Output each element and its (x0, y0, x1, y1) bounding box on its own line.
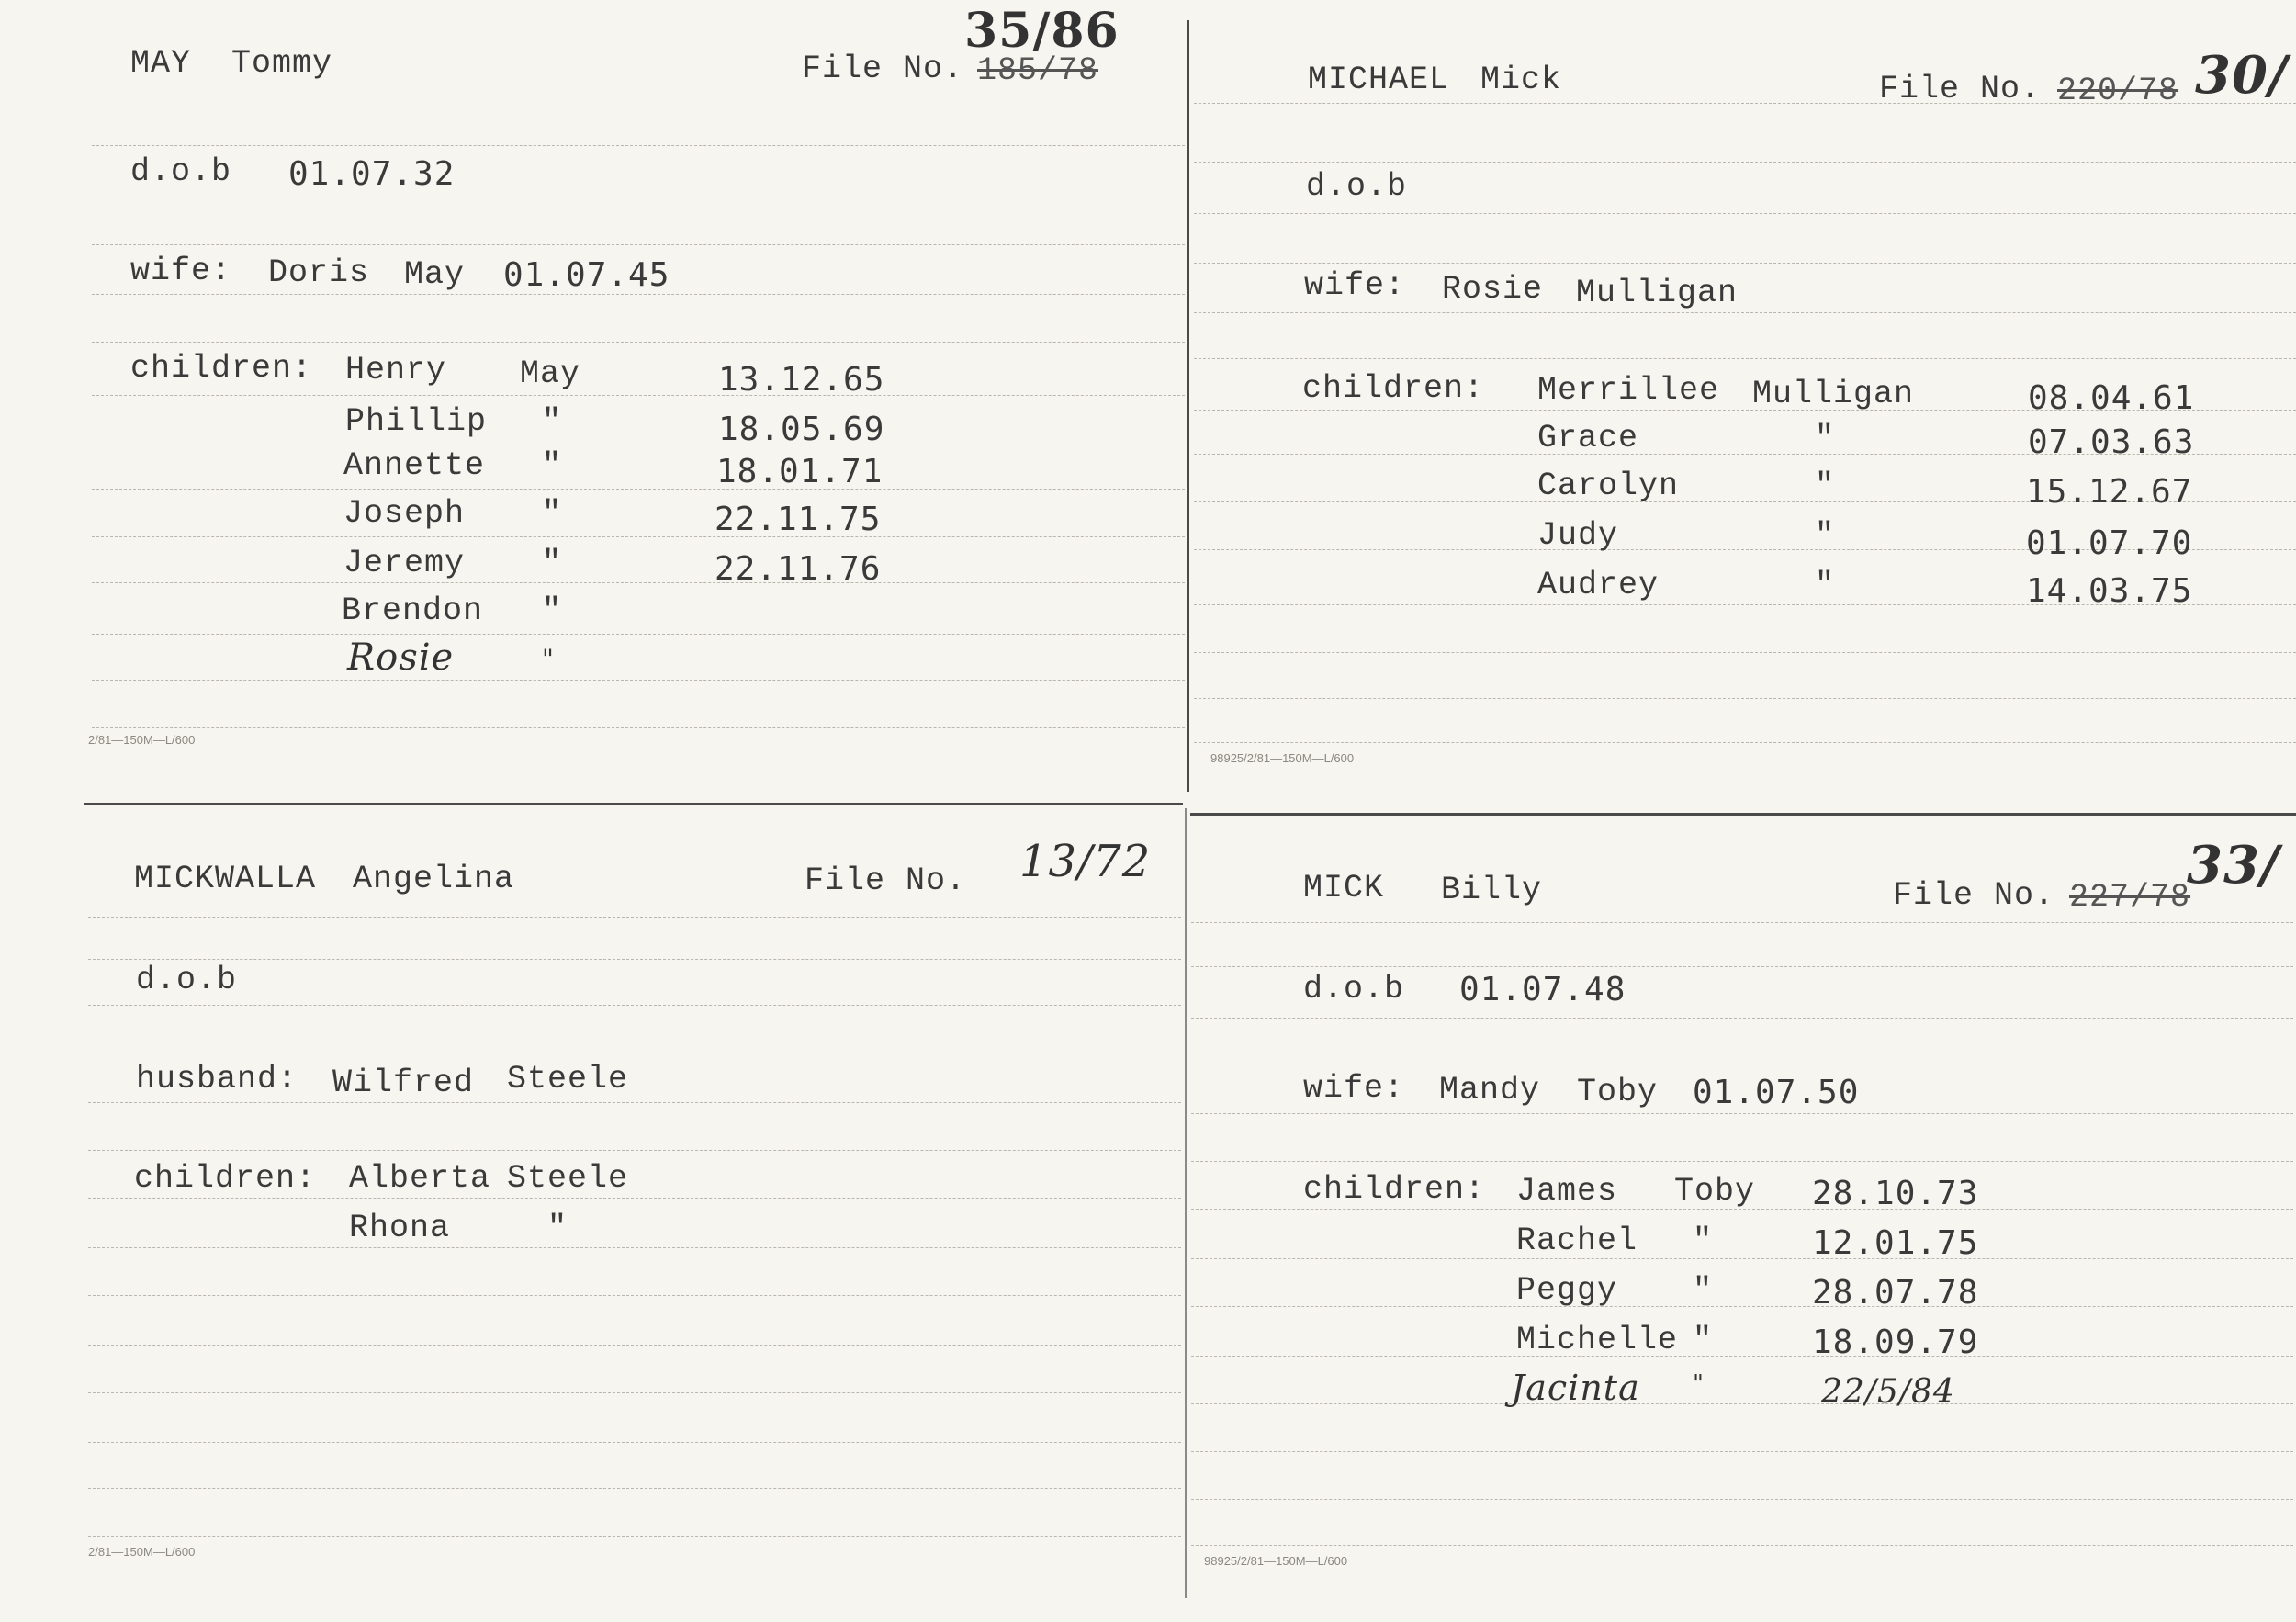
rule (92, 680, 1185, 681)
child-first-name: Judy (1537, 517, 1619, 554)
child-dob: 08.04.61 (2028, 379, 2195, 417)
handwritten-ditto: " (542, 644, 555, 674)
child-dob: 18.09.79 (1812, 1324, 1979, 1361)
spouse-label: wife: (130, 253, 232, 289)
child-first-name: Merrillee (1537, 372, 1720, 409)
dob-label: d.o.b (136, 962, 238, 998)
spouse-last-name: Mulligan (1576, 275, 1739, 311)
rule (88, 959, 1181, 960)
dob-label: d.o.b (1303, 971, 1405, 1008)
child-dob: 22.11.76 (715, 550, 882, 588)
rule (1191, 922, 2293, 923)
child-first-name: Annette (343, 447, 486, 484)
child-dob: 18.05.69 (718, 411, 885, 448)
child-ditto: " (542, 447, 563, 484)
child-last-name: Steele (507, 1160, 629, 1197)
index-card-mickwalla-angelina (0, 808, 1185, 1622)
surname: MICK (1303, 870, 1385, 907)
child-first-name: Peggy (1516, 1272, 1618, 1309)
child-ditto: " (1815, 467, 1836, 504)
rule (1191, 1258, 2293, 1259)
rule (92, 634, 1185, 635)
rule (88, 1345, 1181, 1346)
child-dob: 14.03.75 (2026, 572, 2193, 610)
children-label: children: (1303, 1171, 1486, 1208)
children-label: children: (134, 1160, 317, 1197)
children-label: children: (130, 350, 313, 387)
dob-label: d.o.b (130, 153, 232, 190)
dob-label: d.o.b (1306, 168, 1408, 205)
rule (1191, 1161, 2293, 1162)
card-footer-code: 2/81—150M—L/600 (88, 1545, 196, 1559)
card-footer-code: 98925/2/81—150M—L/600 (1210, 751, 1355, 765)
spouse-dob: 01.07.45 (503, 256, 670, 294)
rule (88, 1442, 1181, 1443)
rule (1191, 966, 2293, 967)
rule (1191, 1545, 2293, 1546)
file-label: File No. (1879, 71, 2042, 107)
rule (92, 294, 1185, 295)
child-first-name: Alberta (349, 1160, 491, 1197)
rule (92, 342, 1185, 343)
index-card-may-tommy (0, 0, 1187, 803)
vertical-divider-top (1187, 20, 1189, 792)
file-number-struck: 227/78 (2069, 879, 2191, 916)
rule (92, 727, 1185, 728)
child-first-name: Audrey (1537, 567, 1660, 603)
child-first-name: Phillip (345, 403, 488, 440)
file-number-handwritten: 35/86 (964, 3, 1120, 59)
surname: MICKWALLA (134, 861, 317, 897)
child-first-name: Rhona (349, 1210, 451, 1246)
rule (1191, 1306, 2293, 1307)
child-dob: 28.07.78 (1812, 1274, 1979, 1312)
rule (92, 145, 1185, 146)
rule (1194, 698, 2296, 699)
spouse-first-name: Rosie (1442, 271, 1544, 308)
rule (1191, 1113, 2293, 1114)
child-dob: 18.01.71 (716, 453, 884, 490)
surname: MICHAEL (1308, 62, 1450, 98)
dob-value: 01.07.48 (1459, 971, 1626, 1008)
rule (92, 582, 1185, 583)
rule (88, 1247, 1181, 1248)
child-last-name: Toby (1674, 1173, 1756, 1210)
child-first-name: Grace (1537, 420, 1639, 456)
rule (88, 1102, 1181, 1103)
rule (88, 1295, 1181, 1296)
file-number-struck: 220/78 (2057, 73, 2179, 109)
child-ditto: " (547, 1210, 568, 1246)
file-number-handwritten: 30/ (2195, 45, 2289, 106)
rule (1191, 1403, 2293, 1404)
index-card-michael-mick (1190, 0, 2296, 808)
horizontal-divider-left (84, 803, 1183, 805)
rule (1194, 742, 2296, 743)
child-dob: 28.10.73 (1812, 1175, 1979, 1212)
child-dob: 15.12.67 (2026, 473, 2193, 511)
card-footer-code: 2/81—150M—L/600 (88, 733, 196, 747)
child-first-name: Michelle (1516, 1322, 1679, 1358)
child-ditto: " (542, 403, 563, 440)
rule (88, 1005, 1181, 1006)
child-ditto: " (1815, 420, 1836, 456)
rule (1194, 312, 2296, 313)
file-number-handwritten: 13/72 (1019, 836, 1152, 887)
child-dob: 13.12.65 (718, 361, 885, 399)
rule (1191, 1018, 2293, 1019)
rule (1194, 652, 2296, 653)
rule (88, 1536, 1181, 1537)
rule (88, 1198, 1181, 1199)
child-first-name: Joseph (343, 495, 466, 532)
rule (1194, 162, 2296, 163)
surname: MAY (130, 45, 192, 82)
rule (1194, 358, 2296, 359)
rule (1191, 1499, 2293, 1500)
child-first-name: James (1516, 1173, 1618, 1210)
child-ditto: " (542, 545, 563, 581)
child-first-name: Rachel (1516, 1222, 1638, 1259)
child-ditto: " (542, 592, 563, 629)
spouse-label: husband: (136, 1061, 298, 1098)
rule (92, 395, 1185, 396)
spouse-last-name: May (404, 256, 466, 293)
spouse-label: wife: (1304, 267, 1406, 304)
rule (88, 1392, 1181, 1393)
rule (1194, 213, 2296, 214)
file-number-handwritten: 33/ (2187, 835, 2280, 895)
child-ditto: " (542, 495, 563, 532)
child-dob: 12.01.75 (1812, 1224, 1979, 1262)
child-ditto: " (1815, 567, 1836, 603)
given-name: Billy (1441, 872, 1543, 908)
child-ditto: " (1815, 517, 1836, 554)
given-name: Tommy (231, 45, 333, 82)
rule (1191, 1356, 2293, 1357)
handwritten-child-name: Rosie (347, 636, 455, 679)
rule (1194, 263, 2296, 264)
child-last-name: Mulligan (1752, 376, 1915, 412)
spouse-first-name: Mandy (1439, 1072, 1541, 1109)
spouse-dob: 01.07.50 (1693, 1074, 1860, 1111)
spouse-first-name: Wilfred (332, 1064, 475, 1101)
child-dob: 01.07.70 (2026, 524, 2193, 562)
file-label: File No. (1893, 877, 2055, 914)
given-name: Angelina (353, 861, 515, 897)
dob-value: 01.07.32 (288, 155, 456, 193)
handwritten-child-name: Jacinta (1511, 1368, 1640, 1408)
child-ditto: " (1693, 1222, 1714, 1259)
spouse-label: wife: (1303, 1070, 1405, 1107)
rule (92, 244, 1185, 245)
rule (1191, 1451, 2293, 1452)
index-card-mick-billy (1187, 816, 2296, 1622)
child-last-name: May (520, 355, 581, 392)
rule (88, 917, 1181, 918)
file-label: File No. (805, 862, 967, 899)
file-label: File No. (802, 51, 964, 87)
rule (88, 1150, 1181, 1151)
card-footer-code: 98925/2/81—150M—L/600 (1204, 1554, 1348, 1568)
spouse-last-name: Toby (1577, 1074, 1659, 1110)
child-first-name: Carolyn (1537, 467, 1680, 504)
spouse-last-name: Steele (507, 1061, 629, 1098)
child-first-name: Brendon (342, 592, 484, 629)
child-first-name: Henry (345, 352, 447, 389)
child-ditto: " (1693, 1322, 1714, 1358)
children-label: children: (1302, 370, 1485, 407)
handwritten-child-dob: 22/5/84 (1821, 1373, 1955, 1411)
child-dob: 07.03.63 (2028, 423, 2195, 461)
child-dob: 22.11.75 (715, 501, 882, 538)
rule (88, 1488, 1181, 1489)
handwritten-ditto: " (1693, 1370, 1705, 1398)
rule (92, 489, 1185, 490)
child-ditto: " (1693, 1272, 1714, 1309)
spouse-first-name: Doris (268, 254, 370, 291)
rule (92, 536, 1185, 537)
file-number-struck: 185/78 (977, 52, 1099, 89)
child-first-name: Jeremy (343, 545, 466, 581)
given-name: Mick (1480, 62, 1562, 98)
